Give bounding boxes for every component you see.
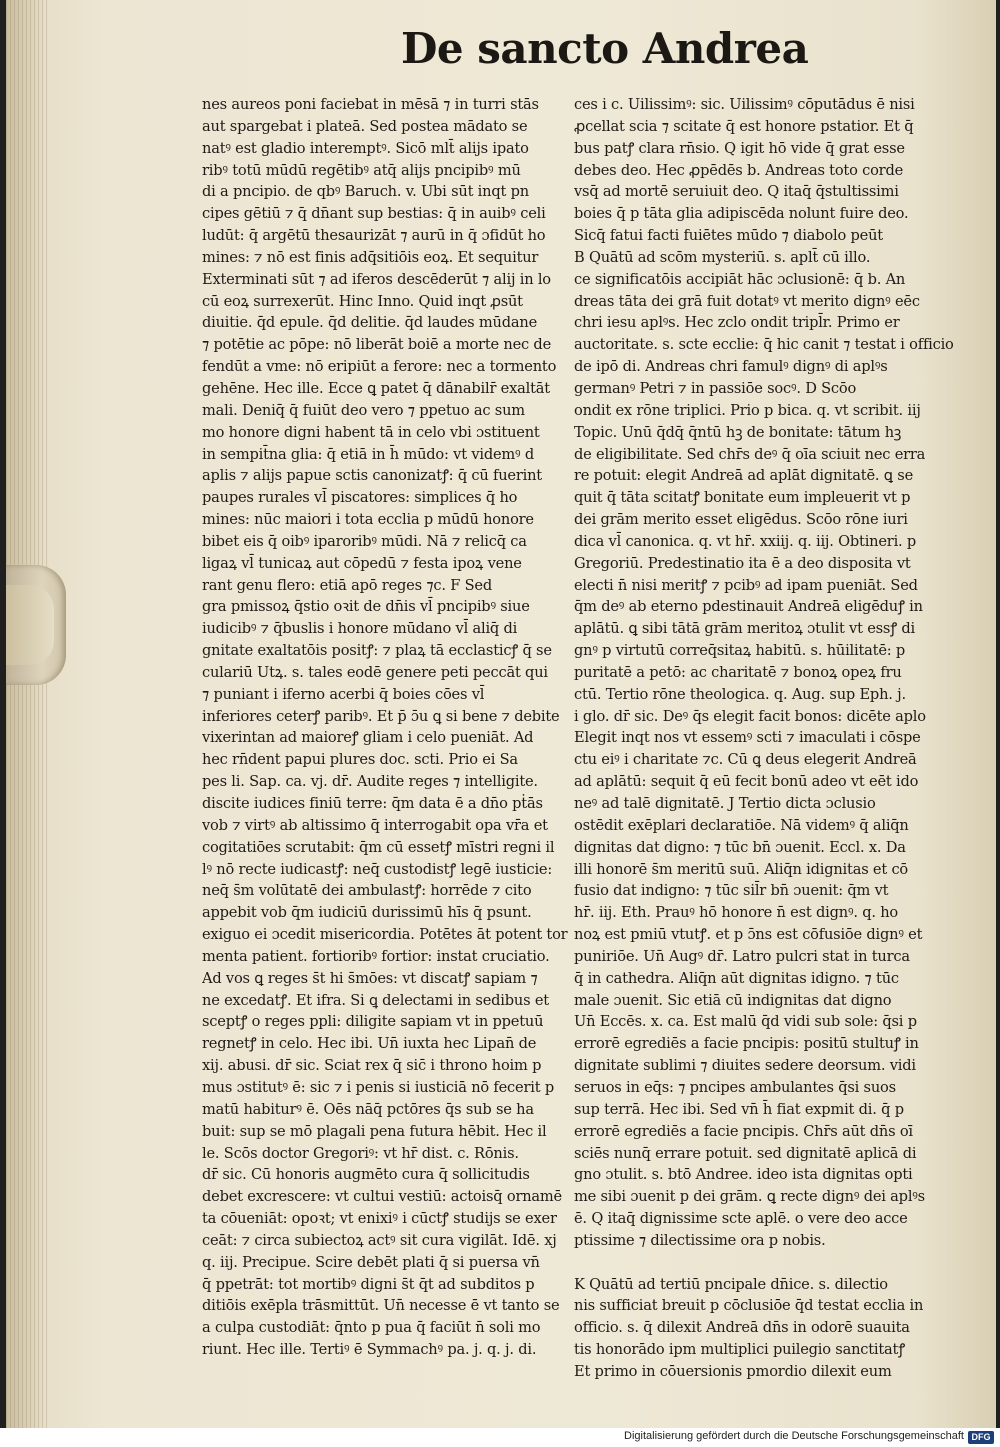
text-line: dignitas dat digno: ⁊ tūc bn̄ ɔuenit. Eccl. x. Da (574, 838, 906, 856)
right-text-column (574, 94, 964, 1383)
text-line: ligaꝝ vl̄ tunicaꝝ aut cōpedū ⁊ festa ipoꝝ vene (202, 554, 522, 572)
text-line: hec rn̄dent papui plures doc. scti. Prio ei Sa (202, 751, 518, 769)
text-line: gno ɔtulit. s. btō Andree. ideo ista dignitas opti (574, 1166, 913, 1184)
text-line: culariū Utꝝ. s. tales eodē genere peti peccāt qui (202, 663, 548, 681)
text-line: gra pmissoꝝ q̄stio oꝛit de dn̄is vl̄ pncipibꝰ siue (202, 598, 530, 616)
text-line: ad aplātū: sequit q̄ eū fecit bonū adeo vt eēt ido (574, 773, 919, 791)
text-line: riunt. Hec ille. Tertiꝰ ē Symmachꝰ pa. j. q. j. di. (202, 1341, 537, 1359)
text-line: debes deo. Hec ꝓpēdēs b. Andreas toto corde (574, 161, 904, 179)
text-line: me sibi ɔuenit p dei grām. ꝗ recte dignꝰ dei aplꝰs (574, 1188, 925, 1206)
text-line: errorē egrediēs a facie pncipis: positū stultuꝭ in (574, 1035, 919, 1053)
text-line: neq̄ s̄m volūtatē dei ambulastꝭ: horrēde ⁊ cito (202, 882, 532, 900)
text-line: chri iesu aplꝰs. Hec zclo ondit tripl̄r. Primo er (574, 314, 900, 332)
text-line: in sempit̄na glia: q̄ etiā in h̄ mūdo: vt videmꝰ d (202, 445, 535, 463)
text-line: noꝝ est pmiū vtutꝭ. et p ɔ̄ns est cōfusiōe dignꝰ et (574, 926, 923, 944)
text-line: exiguo ei ɔcedit misericordia. Potētes āt potent tor (202, 926, 568, 944)
text-line: germanꝰ Petri ⁊ in passiōe socꝰ. D Scōo (574, 379, 857, 397)
text-line: dica vl̄ canonica. q. vt hr̄. xxiij. q. iij. Obtineri. p (574, 532, 917, 550)
book-clasp-inner (6, 585, 54, 665)
text-line: sup terrā. Hec ibi. Sed vn̄ h̄ fiat expmit di. q̄ p (574, 1100, 904, 1118)
text-line: fusio dat indigno: ⁊ tūc sil̄r bn̄ ɔuenit: q̄m vt (574, 882, 889, 900)
text-line: de eligibilitate. Sed chr̄s deꝰ q̄ oīa sciuit nec erra (574, 445, 926, 463)
text-line: vob ⁊ virtꝰ ab altissimo q̄ interrogabit opa vr̄a et (202, 816, 548, 834)
text-line: dr̄ sic. Cū honoris augmēto cura q̄ sollicitudis (202, 1166, 530, 1184)
text-line: Sicq̄ fatui facti fuiētes mūdo ⁊ diabolo peūt (574, 227, 883, 245)
text-line: diuitie. q̄d epule. q̄d delitie. q̄d laudes mūdane (202, 314, 537, 332)
text-line: vixerintan ad maioreꝭ gliam i celo pueniāt. Ad (202, 729, 534, 747)
text-line: dignitate sublimi ⁊ diuites sedere deorsum. vidi (574, 1057, 916, 1075)
text-line: di a pncipio. de qbꝰ Baruch. v. Ubi sūt inqt pn (202, 183, 529, 201)
text-line: debet excrescere: vt cultui vestiū: actoisq̄ ornamē (202, 1188, 562, 1206)
text-line: Et primo in cōuersionis pmordio dilexit eum (574, 1362, 892, 1380)
text-line: menta patient. fortioribꝰ fortior: instat cruciatio. (202, 947, 550, 965)
text-line: q̄ ppetrāt: tot mortibꝰ digni s̄t q̄t ad subditos p (202, 1275, 535, 1293)
text-line: ces i c. Uilissimꝰ: sic. Uilissimꝰ cōputādus ē nisi (574, 96, 915, 113)
book-page (6, 0, 996, 1428)
text-line: nes aureos poni faciebat in mēsā ⁊ in turri stās (202, 96, 539, 113)
dfg-logo-icon: DFG (968, 1431, 994, 1444)
text-line: iudicibꝰ ⁊ q̄buslis i honore mūdano vl̄ aliq̄ di (202, 620, 518, 638)
text-line: a culpa custodiāt: q̄nto p pua q̄ faciūt n̄ soli mo (202, 1319, 541, 1337)
text-line: mines: nūc maiori i tota ecclia p mūdū honore (202, 511, 534, 529)
text-line: regnetꝭ in celo. Hec ibi. Un̄ iuxta hec Lipan̄ de (202, 1035, 537, 1053)
text-line: q̄m deꝰ ab eterno pdestinauit Andreā eligēduꝭ in (574, 598, 923, 616)
text-line (574, 1252, 964, 1274)
text-line: puniriōe. Un̄ Augꝰ dr̄. Latro pulcri stat in turca (574, 947, 910, 965)
running-title: De sancto Andrea (401, 24, 809, 73)
text-line: mines: ⁊ nō est finis adq̄sitiōis eoꝝ. Et sequitur (202, 248, 539, 266)
text-line: sceptꝭ o reges ppli: diligite sapiam vt in ppetuū (202, 1013, 544, 1031)
text-line: hr̄. iij. Eth. Prauꝰ hō honore n̄ est dignꝰ. q. ho (574, 904, 899, 922)
text-line: ctu eiꝰ i charitate ⁊c. Cū ꝗ deus elegerit Andreā (574, 751, 917, 769)
text-line: ctū. Tertio rōne theologica. q. Aug. sup Eph. j. (574, 685, 906, 703)
text-line: ditiōis exēpla trāsmittūt. Un̄ necesse ē vt tanto se (202, 1297, 560, 1315)
text-line: neꝰ ad talē dignitatē. J Tertio dicta ɔclusio (574, 795, 876, 812)
text-line: nis sufficiat breuit p cōclusiōe q̄d testat ecclia in (574, 1297, 924, 1315)
text-line: q. iij. Precipue. Scire debēt plati q̄ si puersa vn̄ (202, 1253, 540, 1271)
text-line: bus patꝭ clara rn̄sio. Q igit hō vide q̄ grat esse (574, 139, 905, 157)
text-line: mali. Deniq̄ q̄ fuiūt deo vero ⁊ ppetuo ac sum (202, 401, 525, 419)
text-line: gehēne. Hec ille. Ecce ꝗ patet q̄ dānabilr̄ exaltāt (202, 379, 550, 397)
text-line: Exterminati sūt ⁊ ad iferos descēderūt ⁊ alij in lo (202, 270, 551, 288)
page-edge-stack (6, 0, 48, 1428)
text-line: cipes gētiū ⁊ q̄ dn̄ant sup bestias: q̄ in auibꝰ celi (202, 205, 546, 223)
text-line: ē. Q itaq̄ dignissime scte aplē. o vere deo acce (574, 1210, 908, 1228)
text-line: aut spargebat i plateā. Sed postea mādato se (202, 117, 528, 135)
text-line: ludūt: q̄ argētū thesaurizāt ⁊ aurū in q̄ ɔfidūt ho (202, 227, 546, 245)
text-line: discite iudices finiū terre: q̄m data ē a dn̄o pṫās (202, 795, 543, 812)
text-line: Elegit inqt nos vt essemꝰ scti ⁊ imaculati i cōspe (574, 729, 921, 747)
text-line: illi honorē s̄m meritū suū. Aliq̄n idignitas et cō (574, 860, 909, 878)
text-line: dreas tāta dei grā fuit dotatꝰ vt merito dignꝰ eēc (574, 292, 920, 310)
text-line: lꝰ nō recte iudicastꝭ: neq̄ custodistꝭ legē iusticie: (202, 860, 553, 878)
text-line: de ipō di. Andreas chri famulꝰ dignꝰ di aplꝰs (574, 358, 888, 376)
text-line: electi n̄ nisi meritꝭ ⁊ pcibꝰ ad ipam pueniāt. Sed (574, 576, 918, 594)
text-line: gnitate exaltatōis positꝭ: ⁊ plaꝝ tā ecclasticꝭ q̄ se (202, 642, 552, 660)
text-line: bibet eis q̄ oibꝰ iparoribꝰ mūdi. Nā ⁊ relicq̄ ca (202, 532, 527, 550)
text-line: dei grām merito esset eligēdus. Scōo rōne iuri (574, 511, 908, 529)
text-line: seruos in eq̄s: ⁊ pncipes ambulantes q̄si suos (574, 1078, 896, 1096)
text-line: pes li. Sap. ca. vj. dr̄. Audite reges ⁊ intelligite. (202, 773, 538, 791)
text-line: ondit ex rōne triplici. Prio p bica. q. vt scribit. iij (574, 401, 921, 419)
text-line: ne excedatꝭ. Et ifra. Si ꝗ delectami in sedibus et (202, 991, 549, 1009)
text-line: ceāt: ⁊ circa subiectoꝝ actꝰ sit cura vigilāt. Idē. xj (202, 1231, 557, 1249)
text-line: aplis ⁊ alijs papue sctis canonizatꝭ: q̄ cū fuerint (202, 467, 542, 485)
text-line: inferiores ceterꝭ paribꝰ. Et p̄ ɔ̄u ꝗ si bene ⁊ debite (202, 707, 560, 725)
left-text-column (202, 94, 592, 1361)
text-line: B Quātū ad scōm mysteriū. s. aplt̄ cū illo. (574, 248, 871, 266)
text-line: xij. abusi. dr̄ sic. Sciat rex q̄ sic̄ i throno hoim p (202, 1057, 542, 1075)
text-line: Gregoriū. Predestinatio ita ē a deo disposita vt (574, 554, 911, 572)
text-line: auctoritate. s. scte ecclie: q̄ hic canit ⁊ testat i officio (574, 336, 954, 354)
text-line: sciēs nunq̄ errare potuit. sed dignitatē aplicā di (574, 1144, 917, 1162)
text-line: rant genu flero: etiā apō reges ⁊c. F Sed (202, 576, 492, 594)
text-line: tis honorādo ipm multiplici puilegio sanctitatꝭ (574, 1341, 905, 1359)
text-line: K Quātū ad tertiū pncipale dn̄ice. s. dilectio (574, 1275, 888, 1293)
text-line: boies q̄ p tāta glia adipiscēda nolunt fuire deo. (574, 205, 909, 223)
text-line: puritatē a petō: ac charitatē ⁊ bonoꝝ opeꝝ fru (574, 663, 902, 681)
text-line: q̄ in cathedra. Aliq̄n aūt dignitas idigno. ⁊ tūc (574, 969, 899, 987)
text-line: paupes rurales vl̄ piscatores: simplices q̄ ho (202, 489, 518, 507)
text-line: natꝰ est gladio interemptꝰ. Sicō mlt̄ alijs ipato (202, 139, 529, 157)
text-line: Topic. Unū q̄dq̄ q̄ntū hꝫ de bonitate: tātum hꝫ (574, 423, 902, 441)
footer-credit: Digitalisierung gefördert durch die Deutsche Forschungsgemeinschaft (624, 1430, 964, 1442)
text-line: male ɔuenit. Sic etiā cū indignitas dat digno (574, 991, 892, 1009)
text-line: re potuit: elegit Andreā ad aplāt dignitatē. ꝗ se (574, 467, 914, 485)
text-line: ⁊ potētie ac pōpe: nō liberāt boiē a morte nec de (202, 336, 552, 354)
digitization-footer (0, 1428, 1000, 1447)
text-line: ꝓcellat scia ⁊ scitate q̄ est honore pstatior. Et q̄ (574, 117, 914, 135)
text-line: mus ɔstitutꝰ ē: sic ⁊ i penis si iusticiā nō fecerit p (202, 1078, 554, 1096)
text-line: fendūt a vme: nō eripiūt a ferore: nec a tormento (202, 358, 557, 376)
text-line: mo honore digni habent tā in celo vbi ɔstituent (202, 423, 540, 441)
text-line: aplātū. ꝗ sibi tātā grām meritoꝝ ɔtulit vt essꝭ di (574, 620, 915, 638)
text-line: ce significatōis accipiāt hāc ɔclusionē: q̄ b. An (574, 270, 906, 288)
text-line: matū habiturꝰ ē. Oēs nāq̄ pctōres q̄s sub se ha (202, 1100, 534, 1118)
text-line: gnꝰ p virtutū correq̄sitaꝝ habitū. s. hūilitatē: p (574, 642, 906, 660)
text-line: i glo. dr̄ sic. Deꝰ q̄s elegit facit bonos: dicēte aplo (574, 707, 926, 725)
text-line: officio. s. q̄ dilexit Andreā dn̄s in odorē suauita (574, 1319, 910, 1337)
text-line: errorē egrediēs a facie pncipis. Chr̄s aūt dn̄s oī (574, 1122, 913, 1140)
text-line: ribꝰ totū mūdū regētibꝰ atq̄ alijs pncipibꝰ mū (202, 161, 521, 179)
text-line: cogitatiōes scrutabit: q̄m cū essetꝭ mīstri regni il (202, 838, 555, 856)
text-line: cū eoꝝ surrexerūt. Hinc Inno. Quid inqt ꝓsūt (202, 292, 523, 310)
text-line: ptissime ⁊ dilectissime ora p nobis. (574, 1231, 826, 1249)
text-line: buit: sup se mō plagali pena futura hēbit. Hec il (202, 1122, 547, 1140)
text-line: le. Scōs doctor Gregoriꝰ: vt hr̄ dist. c. Rōnis. (202, 1144, 519, 1162)
text-line: ostēdit exēplari declaratiōe. Nā videmꝰ q̄ aliq̄n (574, 816, 909, 834)
text-line: vsq̄ ad mortē seruiuit deo. Q itaq̄ q̄stultissimi (574, 183, 899, 201)
text-line: quit q̄ tāta scitatꝭ bonitate eum impleuerit vt p (574, 489, 911, 507)
text-line: ⁊ puniant i iferno acerbi q̄ boies cōes vl̄ (202, 685, 485, 703)
text-line: Ad vos ꝗ reges s̄t hi s̄mōes: vt discatꝭ sapiam ⁊ (202, 969, 538, 987)
text-line: ta cōueniāt: opoꝛt; vt enixiꝰ i cūctꝭ studijs se exer (202, 1210, 557, 1228)
text-line: appebit vob q̄m iudiciū durissimū hīs q̄ psunt. (202, 904, 532, 922)
text-line: Un̄ Eccēs. x. ca. Est malū q̄d vidi sub sole: q̄si p (574, 1013, 917, 1031)
